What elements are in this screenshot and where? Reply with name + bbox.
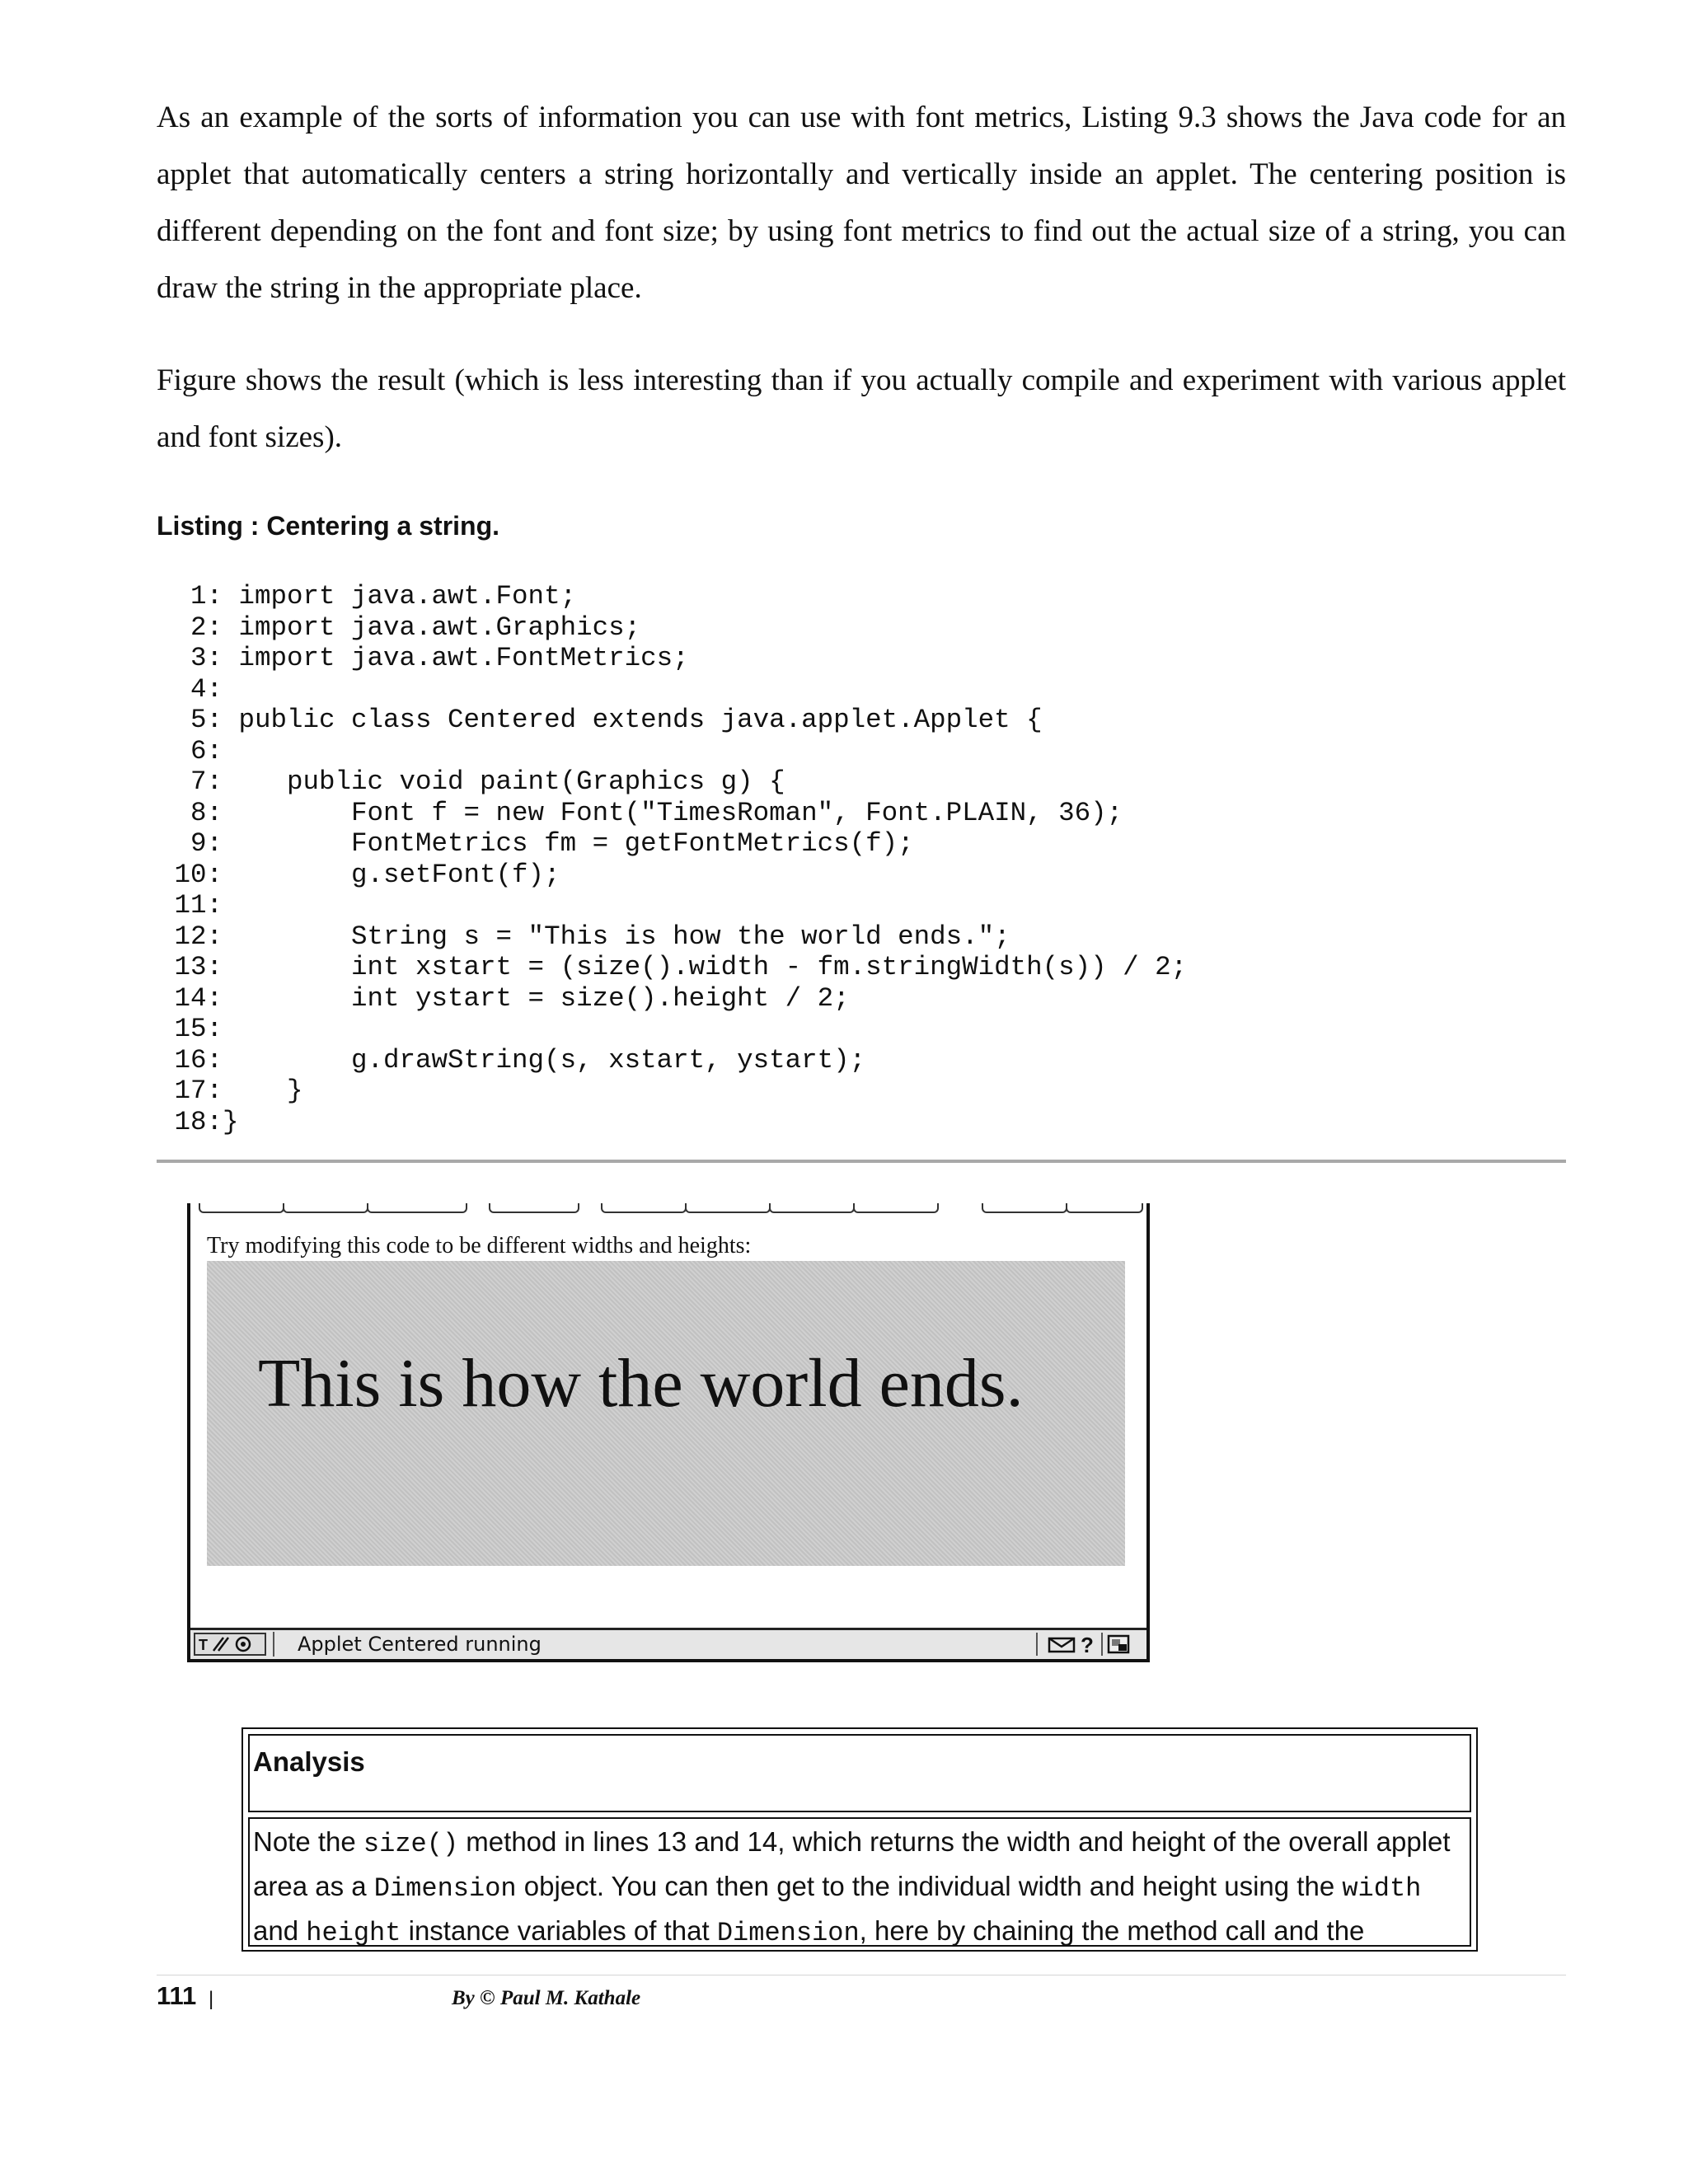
line-number: 10: xyxy=(174,859,223,890)
line-code: Font f = new Font("TimesRoman", Font.PLAIN, 36); xyxy=(223,797,1123,828)
line-code: int ystart = size().height / 2; xyxy=(223,982,850,1014)
line-code: g.setFont(f); xyxy=(223,859,560,890)
line-code: g.drawString(s, xstart, ystart); xyxy=(223,1044,866,1076)
figure-description-paragraph: Figure shows the result (which is less interesting than if you actually compile and experiment with various applet and font sizes). xyxy=(157,363,1566,454)
line-number: 14: xyxy=(174,982,223,1014)
line-code: import java.awt.FontMetrics; xyxy=(223,643,689,673)
inline-code: size() xyxy=(363,1829,459,1859)
code-listing xyxy=(157,581,1187,1137)
line-number: 9: xyxy=(190,828,223,859)
line-number: 6: xyxy=(190,735,223,766)
line-number: 11: xyxy=(174,890,223,921)
code-line xyxy=(157,890,1187,921)
applet-screenshot xyxy=(187,1203,1150,1662)
section-divider xyxy=(157,1160,1566,1163)
code-line xyxy=(157,860,1187,891)
help-icon xyxy=(1081,1633,1094,1656)
code-line xyxy=(157,766,1187,798)
intro-paragraph: As an example of the sorts of information you can use with font metrics, Listing 9.3 shows the Java code for an applet that automatically centers a string horizontally and vertically inside an applet. The centering position is different depending on the font and font size; by using font metrics to find out the actual size of a string, you can draw the string in the appropriate place. xyxy=(157,101,1566,305)
code-line xyxy=(157,952,1187,983)
line-number: 8: xyxy=(190,797,223,828)
applet-caption: Try modifying this code to be different widths and heights: xyxy=(207,1233,752,1258)
applet-rendered-string: This is how the world ends. xyxy=(258,1345,1024,1422)
code-line xyxy=(157,798,1187,829)
status-text: Applet Centered running xyxy=(273,1632,1122,1657)
code-line xyxy=(157,983,1187,1015)
inline-code: Dimension xyxy=(373,1873,517,1904)
code-line xyxy=(157,612,1187,644)
line-code: } xyxy=(223,1076,303,1106)
toolbar-remnant xyxy=(190,1203,1146,1216)
line-number: 7: xyxy=(190,766,223,797)
status-icons xyxy=(1036,1633,1143,1656)
line-code: } xyxy=(223,1106,239,1137)
line-number: 1: xyxy=(190,581,223,612)
code-line xyxy=(157,1107,1187,1138)
code-line xyxy=(157,1014,1187,1045)
analysis-heading: Analysis xyxy=(248,1734,1471,1812)
inline-code: height xyxy=(306,1918,401,1948)
analysis-text: method in lines 13 and 14, which returns the width and height of the overall applet area as a xyxy=(253,1826,1451,1901)
line-code: public void paint(Graphics g) { xyxy=(223,766,785,797)
line-number: 17: xyxy=(174,1076,223,1106)
author-credit: By © Paul M. Kathale xyxy=(452,1987,641,2009)
line-number: 5: xyxy=(190,705,223,735)
svg-text:?: ? xyxy=(1081,1633,1094,1656)
line-number: 16: xyxy=(174,1044,223,1076)
line-code: import java.awt.Font; xyxy=(223,581,577,612)
inline-code: width xyxy=(1342,1873,1422,1904)
code-line xyxy=(157,921,1187,953)
analysis-text: , here by chaining the method call and the xyxy=(859,1915,1365,1946)
line-number: 3: xyxy=(190,643,223,673)
line-code: public class Centered extends java.applet.Applet { xyxy=(223,705,1043,735)
security-icon xyxy=(1109,1636,1128,1652)
inline-code: Dimension xyxy=(716,1918,860,1948)
applet-canvas xyxy=(207,1261,1125,1566)
line-number: 18: xyxy=(174,1106,223,1137)
line-number: 12: xyxy=(174,921,223,952)
line-number: 4: xyxy=(190,673,223,705)
analysis-text: instance variables of that xyxy=(401,1915,717,1946)
line-number: 13: xyxy=(174,952,223,982)
analysis-box xyxy=(241,1727,1478,1952)
code-line xyxy=(157,581,1187,612)
code-line xyxy=(157,1076,1187,1107)
netscape-logo-icon xyxy=(194,1633,266,1656)
line-code: FontMetrics fm = getFontMetrics(f); xyxy=(223,828,914,859)
code-line xyxy=(157,828,1187,860)
code-line xyxy=(157,1045,1187,1076)
analysis-body xyxy=(248,1817,1471,1947)
code-line xyxy=(157,705,1187,736)
listing-title: Listing : Centering a string. xyxy=(157,511,500,541)
browser-status-bar xyxy=(190,1628,1146,1659)
line-number: 2: xyxy=(190,612,223,643)
line-code: import java.awt.Graphics; xyxy=(223,612,641,643)
analysis-text: object. You can then get to the individual width and height using the xyxy=(516,1871,1343,1901)
line-code: int xstart = (size().width - fm.stringWidth(s)) / 2; xyxy=(223,952,1188,982)
line-code: String s = "This is how the world ends."; xyxy=(223,921,1010,952)
analysis-text: and xyxy=(253,1915,307,1946)
page-number: 111 xyxy=(157,1981,197,2010)
line-number: 15: xyxy=(174,1014,223,1044)
code-line xyxy=(157,736,1187,767)
page-number-separator: | xyxy=(209,1988,214,2010)
mail-icon xyxy=(1049,1638,1074,1652)
code-line xyxy=(157,674,1187,705)
svg-text:T: T xyxy=(199,1637,208,1653)
analysis-text: Note the xyxy=(253,1826,363,1857)
code-line xyxy=(157,643,1187,674)
